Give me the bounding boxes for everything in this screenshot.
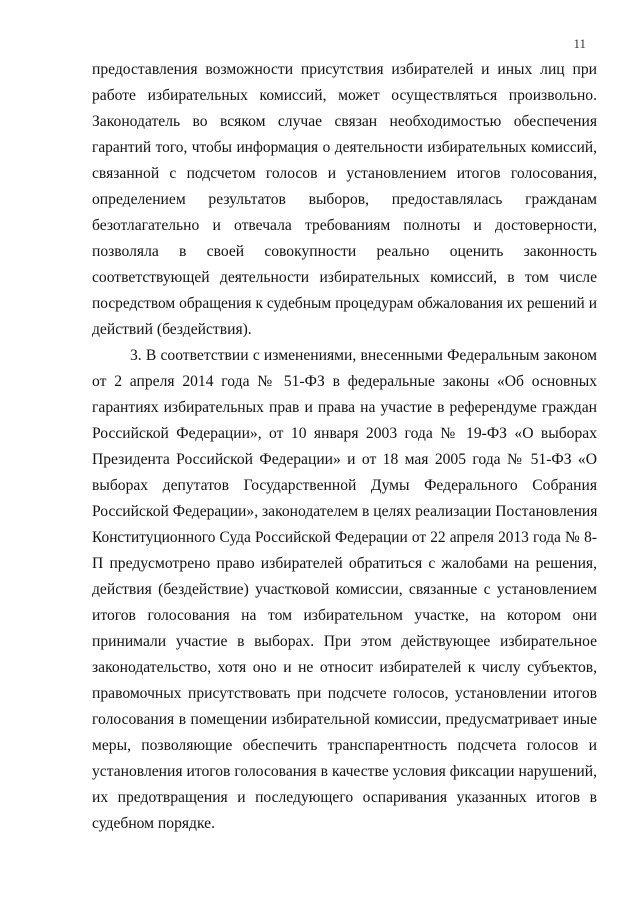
document-body: [92, 57, 597, 837]
text-line: Российской Федерации», законодателем в целях реализации Постановления: [92, 503, 598, 520]
text-line: позволяла в своей совокупности реально оценить законность: [92, 243, 597, 260]
text-line: 3. В соответствии с изменениями, внесенными Федеральным законом: [130, 347, 597, 364]
text-line: судебном порядке.: [92, 815, 215, 832]
text-line: действия (бездействие) участковой комиссии, связанные с установлением: [92, 581, 597, 598]
text-line: принимали участие в выборах. При этом действующее избирательное: [92, 633, 597, 650]
text-line: голосования в помещении избирательной комиссии, предусматривает иные: [92, 711, 597, 728]
text-line: П предусмотрено право избирателей обратиться с жалобами на решения,: [92, 555, 597, 572]
text-line: действий (бездействия).: [92, 321, 252, 338]
paragraph-3: [92, 343, 597, 837]
text-line: меры, позволяющие обеспечить транспарентность подсчета голосов и: [92, 737, 597, 754]
text-line: определением результатов выборов, предоставлялась гражданам: [92, 191, 597, 208]
text-line: установления итогов голосования в качестве условия фиксации нарушений,: [92, 763, 597, 780]
text-line: работе избирательных комиссий, может осуществляться произвольно.: [92, 87, 597, 104]
text-line: выборах депутатов Государственной Думы Федерального Собрания: [92, 477, 597, 494]
text-line: Законодатель во всяком случае связан необходимостью обеспечения: [92, 113, 597, 130]
text-line: Российской Федерации», от 10 января 2003 года № 19-ФЗ «О выборах: [92, 425, 597, 442]
text-line: правомочных присутствовать при подсчете голосов, установлении итогов: [92, 685, 597, 702]
text-line: соответствующей деятельности избирательных комиссий, в том числе: [92, 269, 597, 286]
text-line: безотлагательно и отвечала требованиям полноты и достоверности,: [92, 217, 597, 234]
text-line: Конституционного Суда Российской Федерации от 22 апреля 2013 года № 8-: [92, 529, 597, 546]
paragraph-continuation: [92, 57, 597, 343]
page-number: 11: [573, 36, 586, 51]
text-line: от 2 апреля 2014 года № 51-ФЗ в федеральные законы «Об основных: [92, 373, 597, 390]
text-line: гарантий того, чтобы информация о деятельности избирательных комиссий,: [92, 139, 597, 156]
text-line: связанной с подсчетом голосов и установлением итогов голосования,: [92, 165, 597, 182]
text-line: их предотвращения и последующего оспаривания указанных итогов в: [92, 789, 597, 806]
text-line: предоставления возможности присутствия избирателей и иных лиц при: [92, 61, 597, 78]
text-line: итогов голосования на том избирательном участке, на котором они: [92, 607, 597, 624]
text-line: законодательство, хотя оно и не относит избирателей к числу субъектов,: [92, 659, 597, 676]
text-line: Президента Российской Федерации» и от 18 мая 2005 года № 51-ФЗ «О: [92, 451, 597, 468]
text-line: посредством обращения к судебным процедурам обжалования их решений и: [92, 295, 597, 312]
text-line: гарантиях избирательных прав и права на участие в референдуме граждан: [92, 399, 597, 416]
